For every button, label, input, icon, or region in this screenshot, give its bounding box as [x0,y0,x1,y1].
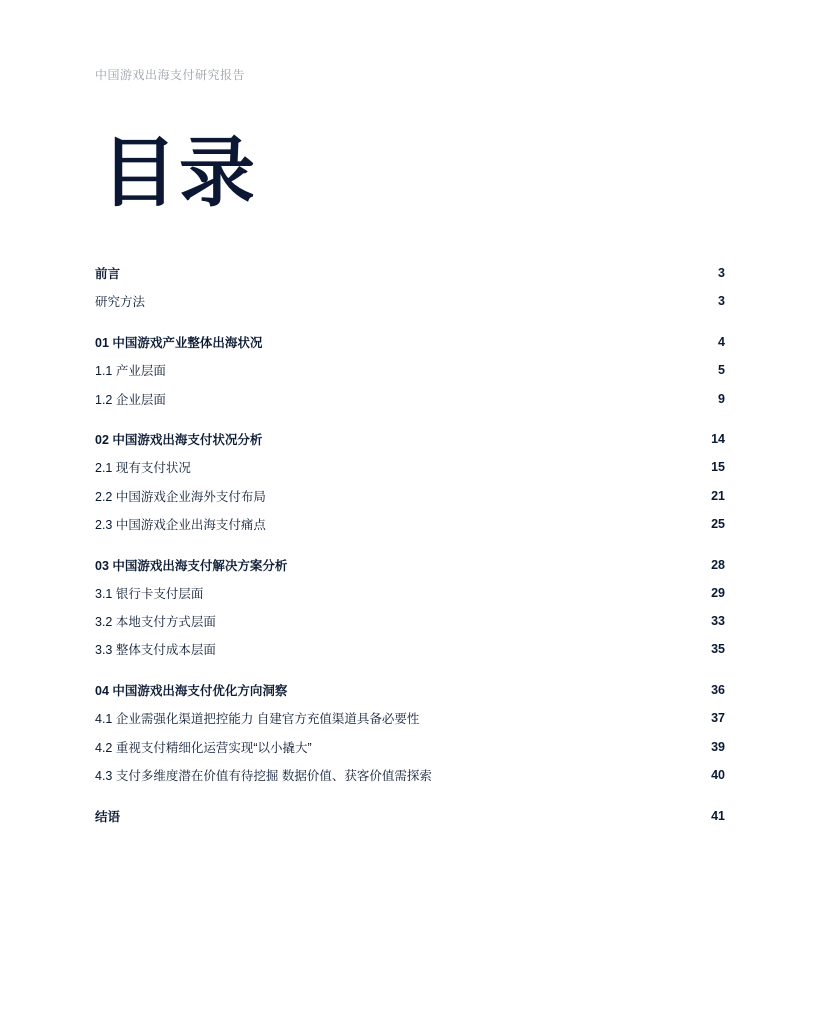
toc-entry-label: 3.3 整体支付成本层面 [95,643,216,657]
toc-entry-label: 02 中国游戏出海支付状况分析 [95,433,263,447]
toc-entry-page: 37 [711,711,725,725]
toc-entry-label: 3.2 本地支付方式层面 [95,615,216,629]
toc-entry[interactable] [95,515,725,533]
running-header: 中国游戏出海支付研究报告 [95,68,246,82]
toc-entry[interactable] [95,390,725,408]
toc-entry[interactable] [95,738,725,756]
toc-entry-page: 4 [718,335,725,349]
toc-entry-label: 4.3 支付多维度潜在价值有待挖掘 数据价值、获客价值需探索 [95,769,432,783]
toc-entry-page: 9 [718,392,725,406]
toc-entry-label: 1.1 产业层面 [95,364,166,378]
toc-entry-page: 41 [711,809,725,823]
toc-entry-page: 15 [711,460,725,474]
toc-entry[interactable] [95,807,725,825]
toc-entry-label: 1.2 企业层面 [95,393,166,407]
toc-entry-page: 14 [711,432,725,446]
toc-entry-label: 前言 [95,267,121,281]
toc-entry-page: 40 [711,768,725,782]
toc-entry[interactable] [95,487,725,505]
toc-entry-page: 29 [711,586,725,600]
toc-entry[interactable] [95,709,725,727]
toc-entry-label: 结语 [95,810,121,824]
toc-entry-page: 28 [711,558,725,572]
toc-entry-label: 研究方法 [95,295,146,309]
toc-entry[interactable] [95,430,725,448]
toc-entry-label: 2.3 中国游戏企业出海支付痛点 [95,518,266,532]
toc-entry[interactable] [95,612,725,630]
toc-entry-label: 4.1 企业需强化渠道把控能力 自建官方充值渠道具备必要性 [95,712,420,726]
toc-entry[interactable] [95,766,725,784]
toc-entry-label: 3.1 银行卡支付层面 [95,587,204,601]
page-title: 目录 [101,131,257,216]
toc-entry-page: 33 [711,614,725,628]
toc-entry-page: 39 [711,740,725,754]
toc-entry-page: 36 [711,683,725,697]
toc-entry-page: 35 [711,642,725,656]
toc-entry[interactable] [95,556,725,574]
toc-entry-label: 03 中国游戏出海支付解决方案分析 [95,559,288,573]
toc-entry-page: 3 [718,266,725,280]
toc-entry[interactable] [95,292,725,310]
toc-entry-page: 3 [718,294,725,308]
toc-entry-label: 2.2 中国游戏企业海外支付布局 [95,490,266,504]
toc-entry[interactable] [95,333,725,351]
toc-entry-page: 25 [711,517,725,531]
toc-entry[interactable] [95,681,725,699]
toc-entry-label: 4.2 重视支付精细化运营实现“以小撬大” [95,741,312,755]
toc-entry[interactable] [95,264,725,282]
toc-entry[interactable] [95,584,725,602]
toc-entry-label: 04 中国游戏出海支付优化方向洞察 [95,684,288,698]
toc-entry-page: 5 [718,363,725,377]
toc-entry-page: 21 [711,489,725,503]
toc-entry[interactable] [95,458,725,476]
toc-entry[interactable] [95,361,725,379]
toc-entry-label: 01 中国游戏产业整体出海状况 [95,336,263,350]
toc-entry[interactable] [95,640,725,658]
toc-entry-label: 2.1 现有支付状况 [95,461,191,475]
